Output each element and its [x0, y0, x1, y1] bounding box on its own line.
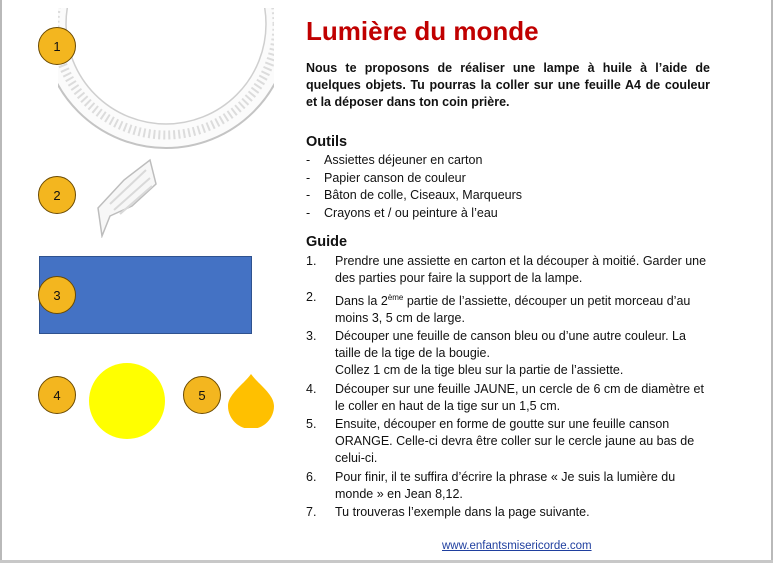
step-text: Prendre une assiette en carton et la découper à moitié. Garder une des parties pour faire la support de la lampe.: [335, 254, 707, 285]
list-item: [306, 469, 712, 503]
step-text: Découper sur une feuille JAUNE, un cercle de 6 cm de diamètre et le coller en haut de la tige sur un 1,5 cm.: [335, 381, 704, 413]
tool-text: Papier canson de couleur: [324, 170, 466, 185]
step-badge-4: [38, 376, 76, 414]
page-border-left: [0, 0, 2, 563]
list-bullet: -: [306, 170, 311, 185]
step-badge-5: [183, 376, 221, 414]
step-text-block: [335, 328, 712, 379]
list-item: [306, 328, 712, 379]
list-bullet: -: [306, 205, 311, 220]
orange-drop-shape: [228, 372, 274, 428]
list-item: [306, 170, 726, 188]
step-number: 7.: [306, 505, 317, 520]
step-number: 1.: [306, 254, 317, 268]
step-text: [335, 289, 712, 327]
step-badge-3: [38, 276, 76, 314]
paper-plate-image: [58, 8, 274, 150]
tools-list: [306, 152, 726, 222]
step-badge-1: [38, 27, 76, 65]
step-number: 6.: [306, 469, 317, 484]
intro-paragraph: Nous te proposons de réaliser une lampe à huile à l’aide de quelques objets. Tu pourras la coller sur une feuille A4 de couleur et la déposer dans ton coin prière.: [306, 61, 710, 109]
badge-number: 2: [53, 187, 61, 203]
plate-piece-image: [92, 158, 162, 238]
list-item: [306, 416, 712, 467]
step-number: 3.: [306, 329, 317, 344]
step-badge-2: [38, 176, 76, 214]
tool-text: Crayons et / ou peinture à l’eau: [324, 205, 498, 220]
step-text: Tu trouveras l’exemple dans la page suivante.: [335, 505, 590, 520]
step-text-part: partie de l’assiette, découper un petit morceau d’au moins 3, 5 cm de large.: [335, 293, 691, 325]
badge-number: 3: [53, 287, 61, 303]
step-number: 2.: [306, 289, 317, 304]
guide-heading: Guide: [306, 234, 348, 250]
badge-number: 1: [53, 38, 61, 54]
step-text: Ensuite, découper en forme de goutte sur une feuille canson ORANGE. Celle-ci devra être coller sur le cercle jaune au bas de celui-ci.: [335, 417, 695, 466]
step-text-part: Dans la 2: [335, 293, 388, 308]
tools-heading: Outils: [306, 134, 348, 150]
badge-number: 5: [198, 387, 206, 403]
guide-steps-list: [306, 253, 712, 523]
list-item: [306, 205, 726, 223]
list-item: [306, 187, 726, 205]
tool-text: Assiettes déjeuner en carton: [324, 153, 483, 167]
step-number: 5.: [306, 417, 317, 432]
list-item: [306, 253, 712, 287]
list-item: [306, 504, 712, 521]
list-item: [306, 152, 726, 170]
step-number: 4.: [306, 381, 317, 396]
list-bullet: -: [306, 153, 311, 167]
website-link[interactable]: www.enfantsmisericorde.com: [442, 540, 592, 552]
badge-number: 4: [53, 387, 61, 403]
tool-text: Bâton de colle, Ciseaux, Marqueurs: [324, 188, 523, 202]
list-item: [306, 289, 712, 327]
page-title: Lumière du monde: [306, 16, 539, 46]
step-text-extra: Collez 1 cm de la tige bleu sur la partie de l’assiette.: [335, 363, 624, 378]
list-bullet: -: [306, 188, 311, 202]
step-text: Pour finir, il te suffira d’écrire la phrase « Je suis la lumière du monde » en Jean 8,12.: [335, 469, 676, 501]
yellow-circle-shape: [89, 363, 165, 439]
step-text: Découper une feuille de canson bleu ou d’une autre couleur. La taille de la tige de la bougie.: [335, 329, 686, 361]
list-item: [306, 381, 712, 415]
superscript: ème: [387, 292, 404, 302]
